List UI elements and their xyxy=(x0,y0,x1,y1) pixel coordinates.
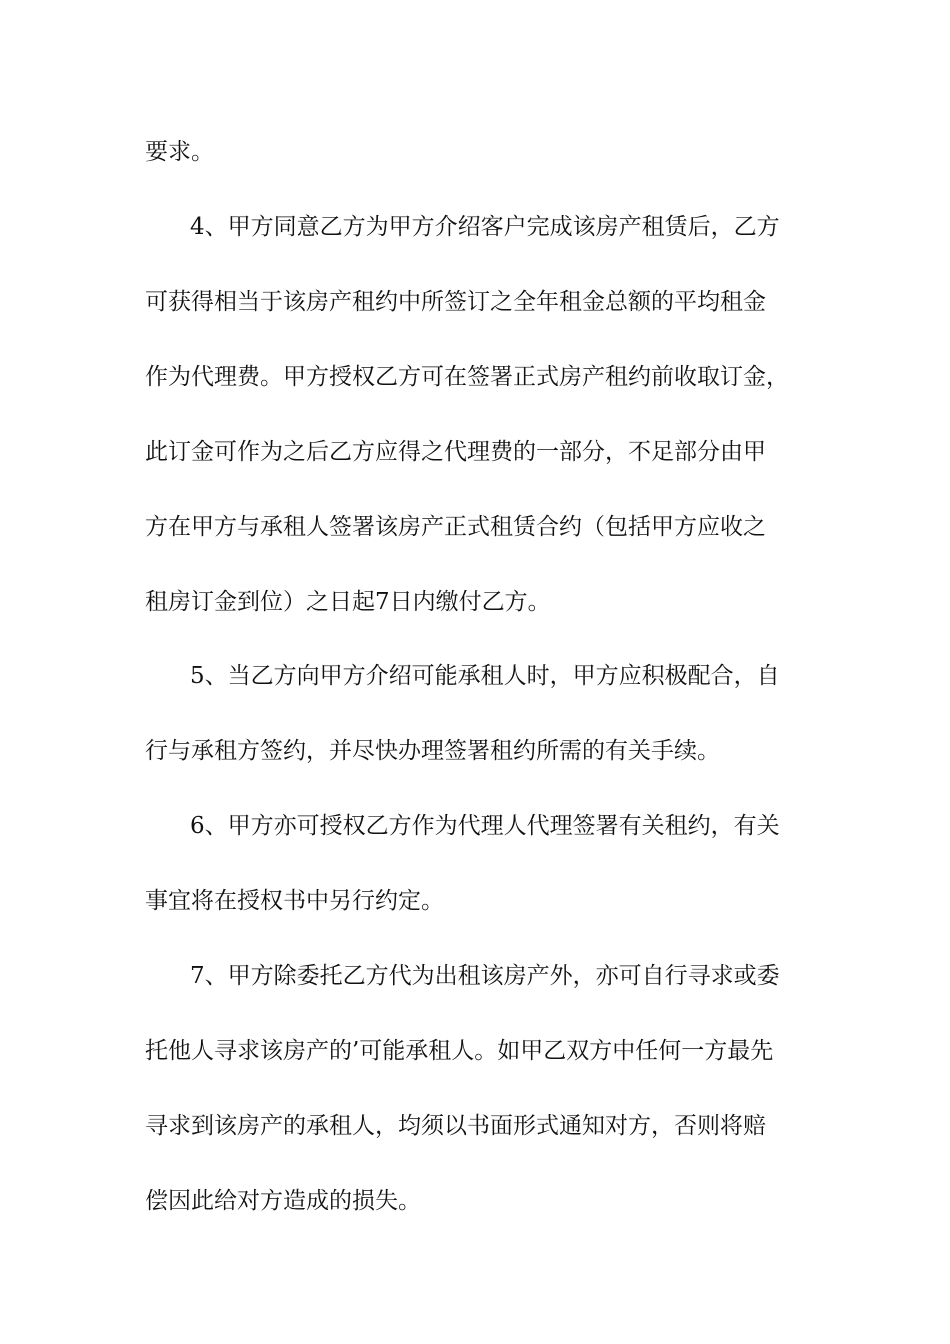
text-line: 租房订金到位）之日起7日内缴付乙方。 xyxy=(145,589,551,615)
text-line: 寻求到该房产的承租人，均须以书面形式通知对方，否则将赔 xyxy=(145,1113,766,1139)
text-line: 事宜将在授权书中另行约定。 xyxy=(145,888,444,914)
text-line: 7、甲方除委托乙方代为出租该房产外，亦可自行寻求或委 xyxy=(190,963,780,989)
text-line: 此订金可作为之后乙方应得之代理费的一部分，不足部分由甲 xyxy=(145,439,766,465)
text-line: 托他人寻求该房产的’可能承租人。如甲乙双方中任何一方最先 xyxy=(145,1038,774,1064)
text-line: 4、甲方同意乙方为甲方介绍客户完成该房产租赁后，乙方 xyxy=(190,214,780,240)
text-line: 6、甲方亦可授权乙方作为代理人代理签署有关租约，有关 xyxy=(190,813,780,839)
text-line: 要求。 xyxy=(145,139,214,165)
text-line: 偿因此给对方造成的损失。 xyxy=(145,1188,421,1214)
text-line: 5、当乙方向甲方介绍可能承租人时，甲方应积极配合，自 xyxy=(190,663,780,689)
text-line: 可获得相当于该房产租约中所签订之全年租金总额的平均租金 xyxy=(145,289,766,315)
text-line: 行与承租方签约，并尽快办理签署租约所需的有关手续。 xyxy=(145,738,720,764)
text-line: 方在甲方与承租人签署该房产正式租赁合约（包括甲方应收之 xyxy=(145,514,766,540)
text-line: 作为代理费。甲方授权乙方可在签署正式房产租约前收取订金， xyxy=(145,364,789,390)
